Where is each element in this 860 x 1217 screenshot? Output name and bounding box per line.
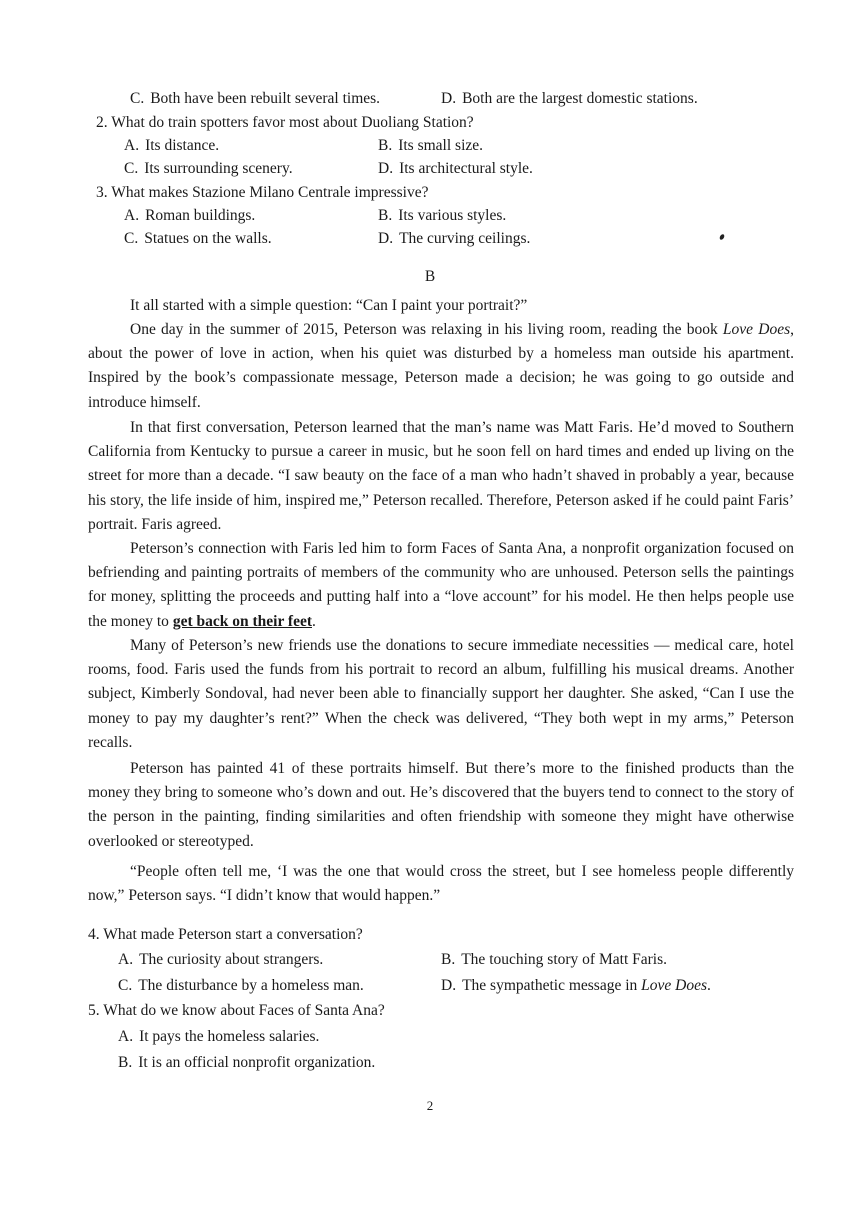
option-label: D. [378, 230, 394, 247]
q5-stem [88, 1002, 385, 1020]
book-title: Love Does [722, 321, 791, 338]
question-text: What makes Stazione Milano Centrale impressive? [111, 184, 429, 201]
passage-paragraph-6: Peterson has painted 41 of these portraits himself. But there’s more to the finished products than the money they bring to someone who’s down and out. He’s discovered that the buyers tend to connect to the story of the person in the painting, finding similarities and often friendship with someone they might have otherwise overlooked or stereotyped. [88, 760, 794, 850]
paragraph-text: . [312, 612, 316, 630]
option-label: D. [378, 160, 394, 177]
option-label: B. [118, 1054, 133, 1071]
q3-stem [96, 184, 428, 202]
ink-speck [719, 233, 725, 240]
option-text: Both are the largest domestic stations. [462, 90, 698, 107]
option-text: Its surrounding scenery. [144, 160, 293, 177]
option-text: Its distance. [145, 137, 220, 154]
option-text: Statues on the walls. [144, 230, 272, 247]
q2-option-b [378, 137, 483, 155]
passage-paragraph-5: Many of Peterson’s new friends use the donations to secure immediate necessities — medical care, hotel rooms, food. Faris used the funds from his portrait to record an album, fulfilling his musical dreams. Another subject, Kimberly Sondoval, had never been able to financially support her daughter. She asked, “Can I use the money to pay my daughter’s rent?” When the check was delivered, “They both wept in my arms,” Peterson recalls. [88, 637, 794, 751]
question-text: What do train spotters favor most about Duoliang Station? [111, 114, 474, 131]
q3-option-d [378, 230, 530, 248]
q3-option-c [124, 230, 272, 248]
passage-paragraph-1: It all started with a simple question: “Can I paint your portrait?” [130, 297, 528, 314]
q4-stem [88, 926, 363, 944]
question-text: What do we know about Faces of Santa Ana? [103, 1002, 385, 1019]
option-label: B. [378, 207, 393, 224]
q5-option-b [118, 1054, 375, 1072]
option-label: C. [130, 90, 145, 107]
option-text: The curiosity about strangers. [139, 951, 324, 968]
option-label: A. [124, 207, 140, 224]
q2-option-c [124, 160, 293, 178]
q4-option-b [441, 951, 667, 969]
question-number: 2. [96, 114, 108, 131]
q1-option-c [130, 90, 380, 108]
q3-option-b [378, 207, 506, 225]
option-label: A. [118, 951, 134, 968]
page-number: 2 [426, 1098, 434, 1113]
q1-option-d [441, 90, 698, 108]
passage-paragraph-3: In that first conversation, Peterson learned that the man’s name was Matt Faris. He’d moved to Southern California from Kentucky to pursue a career in music, but he soon fell on hard times and ended up living on the street for more than a decade. “I saw beauty on the face of a man who hadn’t shaved in probably a year, because his story, the life inside of him, inspired me,” Peterson recalled. Therefore, Peterson asked if he could paint Faris’ portrait. Faris agreed. [88, 419, 794, 533]
section-heading: B [424, 268, 436, 285]
option-text: Its various styles. [398, 207, 507, 224]
option-text: It is an official nonprofit organization. [138, 1054, 376, 1071]
q4-option-a [118, 951, 323, 969]
q4-option-c [118, 977, 364, 995]
option-label: C. [124, 160, 139, 177]
option-text: The disturbance by a homeless man. [138, 977, 364, 994]
question-number: 4. [88, 926, 100, 943]
option-text: . [707, 977, 711, 994]
underlined-phrase: get back on their feet [172, 612, 312, 630]
option-text: The touching story of Matt Faris. [461, 951, 667, 968]
option-text: It pays the homeless salaries. [139, 1028, 320, 1045]
passage-paragraph-4 [88, 537, 794, 634]
q4-option-d [441, 977, 711, 995]
book-title: Love Does [641, 977, 708, 994]
option-label: B. [441, 951, 456, 968]
option-label: D. [441, 977, 457, 994]
q2-option-a [124, 137, 219, 155]
passage-paragraph-7: “People often tell me, ‘I was the one that would cross the street, but I see homeless people differently now,” Peterson says. “I didn’t know that would happen.” [88, 863, 794, 905]
option-label: D. [441, 90, 457, 107]
option-label: B. [378, 137, 393, 154]
q3-option-a [124, 207, 255, 225]
option-text: Both have been rebuilt several times. [150, 90, 381, 107]
q5-option-a [118, 1028, 319, 1046]
paragraph-text: Peterson’s connection with Faris led him to form Faces of Santa Ana, a nonprofit organization focused on befriending and painting portraits of members of the community who are unhoused. Peterson sells the paintings for money, splitting the proceeds and putting half into a “love account” for his model. He then helps people use the money to [88, 540, 794, 630]
question-text: What made Peterson start a conversation? [103, 926, 363, 943]
option-text: Its architectural style. [399, 160, 533, 177]
question-number: 5. [88, 1002, 100, 1019]
question-number: 3. [96, 184, 108, 201]
paragraph-text: , about the power of love in action, when his quiet was disturbed by a homeless man outside his apartment. Inspired by the book’s compassionate message, Peterson made a decision; he was going to go outside and introduce himself. [88, 321, 794, 411]
q2-option-d [378, 160, 533, 178]
option-label: C. [118, 977, 133, 994]
option-label: C. [124, 230, 139, 247]
option-label: A. [118, 1028, 134, 1045]
passage-paragraph-2 [88, 318, 794, 415]
option-label: A. [124, 137, 140, 154]
option-text: Roman buildings. [145, 207, 256, 224]
paragraph-text: One day in the summer of 2015, Peterson was relaxing in his living room, reading the book [130, 321, 723, 338]
option-text: Its small size. [398, 137, 484, 154]
option-text: The sympathetic message in [462, 977, 642, 994]
q2-stem [96, 114, 474, 132]
option-text: The curving ceilings. [399, 230, 531, 247]
